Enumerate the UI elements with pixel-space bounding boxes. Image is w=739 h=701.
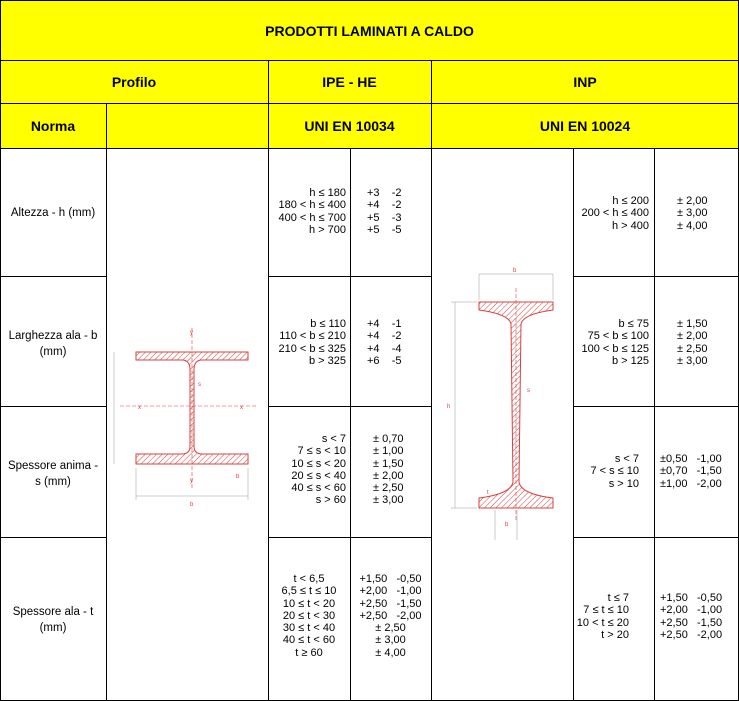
norma-row bbox=[0, 103, 739, 148]
hline-1 bbox=[0, 60, 739, 61]
inp-header: INP bbox=[573, 74, 597, 90]
hline-row1c bbox=[573, 276, 739, 277]
ipe-y-label-bottom: y bbox=[190, 478, 193, 484]
inp-b4-label: b bbox=[505, 522, 509, 528]
inp-s-label: s bbox=[527, 388, 530, 394]
label-larghezza: Larghezza ala - b (mm) bbox=[8, 330, 98, 358]
inp-t-label: t bbox=[487, 490, 489, 496]
header-row bbox=[0, 60, 739, 103]
inp-b-label: b bbox=[513, 268, 517, 274]
ipe-b-label: b bbox=[190, 502, 194, 508]
inp-h-tol: ± 2,00 ± 3,00 ± 4,00 bbox=[677, 195, 708, 232]
label-altezza: Altezza - h (mm) bbox=[10, 207, 96, 219]
ipe-he-header: IPE - HE bbox=[322, 74, 377, 90]
ipe-s-label: s bbox=[198, 382, 201, 388]
inp-s-tol: ±0,50 -1,00 ±0,70 -1,50 ±1,00 -2,00 bbox=[660, 453, 722, 490]
ipe-b-tol: +4 -1 +4 -2 +4 -4 +6 -5 bbox=[367, 318, 402, 367]
inp-b-ranges: b ≤ 75 75 < b ≤ 100 100 < b ≤ 125 b > 125 bbox=[581, 318, 649, 367]
norma-label: Norma bbox=[30, 118, 76, 134]
hline-row1 bbox=[0, 276, 106, 277]
hline-row3 bbox=[0, 537, 106, 538]
label-spessore-ala: Spessore ala - t (mm) bbox=[12, 606, 94, 634]
inp-profile-diagram bbox=[431, 148, 573, 701]
inp-t-tol: +1,50 -0,50 +2,00 -1,00 +2,50 -1,50 +2,50 -2,00 bbox=[660, 592, 723, 641]
ipe-x-label-right: x bbox=[240, 405, 243, 411]
table-title: PRODOTTI LAMINATI A CALDO bbox=[265, 23, 474, 39]
ipe-b4-label bbox=[236, 474, 240, 480]
inp-h-ranges: h ≤ 200 200 < h ≤ 400 h > 400 bbox=[581, 195, 649, 232]
inp-standard: UNI EN 10024 bbox=[539, 118, 631, 134]
label-spessore-anima: Spessore anima - s (mm) bbox=[7, 460, 99, 488]
ipe-profile-diagram bbox=[106, 148, 268, 701]
ipe-b-ranges: b ≤ 110 110 < b ≤ 210 210 < b ≤ 325 b > 325 bbox=[278, 318, 346, 367]
hline-row3c bbox=[573, 537, 739, 538]
hline-row2 bbox=[0, 406, 106, 407]
ipe-x-label-left: x bbox=[138, 405, 141, 411]
hline-row2c bbox=[573, 406, 739, 407]
ipe-h-tol: +3 -2 +4 -2 +5 -3 +5 -5 bbox=[367, 187, 402, 236]
ipe-t-ranges: t < 6,5 6,5 ≤ t ≤ 10 10 ≤ t < 20 20 ≤ t < 30 30 ≤ t < 40 40 ≤ t < 60 t ≥ 60 bbox=[281, 573, 337, 659]
inp-h-label: h bbox=[447, 404, 451, 410]
ipe-s-ranges: s < 7 7 ≤ s < 10 10 ≤ s < 20 20 ≤ s < 40 40 ≤ s < 60 s > 60 bbox=[291, 433, 346, 507]
ipe-t-tol: +1,50 -0,50 +2,00 -1,00 +2,50 -1,50 +2,50 -2,00 ± 2,50 ± 3,00 ± 4,00 bbox=[359, 573, 422, 659]
ipe-s-tol: ± 0,70 ± 1,00 ± 1,50 ± 2,00 ± 2,50 ± 3,00 bbox=[373, 433, 404, 507]
border-top bbox=[0, 0, 739, 1]
vline-inp-mid bbox=[654, 148, 655, 701]
title-band bbox=[0, 0, 739, 60]
ipe-h-ranges: h ≤ 180 180 < h ≤ 400 400 < h ≤ 700 h > 700 bbox=[278, 187, 346, 236]
profilo-header: Profilo bbox=[111, 74, 157, 90]
inp-t-ranges: t ≤ 7 7 ≤ t ≤ 10 10 < t ≤ 20 t > 20 bbox=[576, 592, 629, 641]
ipe-standard: UNI EN 10034 bbox=[304, 118, 395, 134]
hline-2 bbox=[0, 103, 739, 104]
inp-s-ranges: s < 7 7 < s ≤ 10 s > 10 bbox=[590, 453, 639, 490]
ipe-b4-b: b bbox=[236, 474, 240, 480]
ipe-y-label-top: y bbox=[190, 330, 193, 336]
inp-b-tol: ± 1,50 ± 2,00 ± 2,50 ± 3,00 bbox=[677, 318, 708, 367]
